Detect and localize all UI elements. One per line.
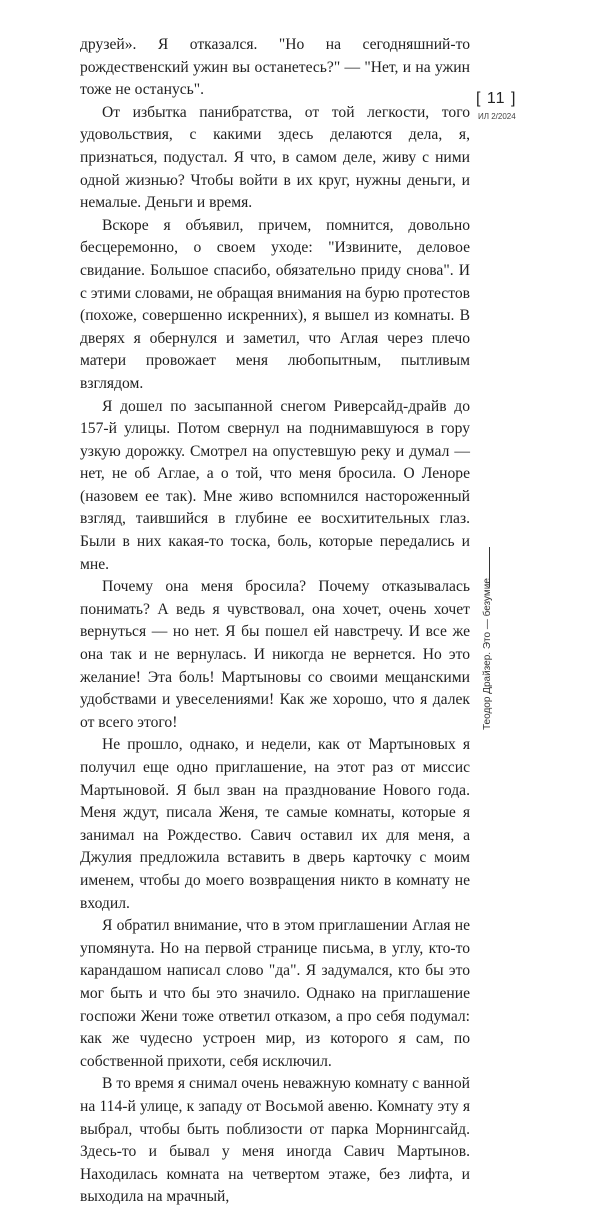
paragraph-4: Я дошел по засыпанной снегом Риверсайд-драйв до 157-й улицы. Потом свернул на поднимавшуюся в гору узкую дорожку. Смотрел на опустевшую реку и думал — нет, не об Аглае, а о той, что меня бросила. О Леноре (назовем ее так). Мне живо вспомнился настороженный взгляд, таившийся в глубине ее восхитительных глаз. Были в них какая-то тоска, боль, которые передались и мне.: [80, 397, 470, 573]
page-number: [ 11 ]: [476, 90, 517, 107]
paragraph-1: друзей». Я отказался. "Но на сегодняшний-то рождественский ужин вы останетесь?" — "Нет, и на ужин тоже не останусь".: [80, 36, 470, 99]
paragraph-7: Я обратил внимание, что в этом приглашении Аглая не упомянута. Но на первой странице письма, в углу, кто-то карандашом написал слово "да". Я задумался, кто бы это мог быть и что бы это значило. Однако на приглашение госпожи Жени тоже ответил отказом, а про себя подумал: как же чудесно устроен мир, из которого я сам, по собственной прихоти, себя исключил.: [80, 917, 470, 1070]
paragraph-6: Не прошло, однако, и недели, как от Мартыновых я получил еще одно приглашение, на этот раз от миссис Мартыновой. Я был зван на празднование Нового года. Меня ждут, писала Женя, те самые комнаты, которые я занимал на Рождество. Савич оставил их для меня, а Джулия предложила вставить в дверь карточку с моим именем, чтобы до моего возвращения никто в комнату не входил.: [80, 736, 470, 912]
issue-label: ИЛ 2/2024: [478, 112, 516, 121]
paragraph-3: Вскоре я объявил, причем, помнится, довольно бесцеремонно, о своем уходе: "Извините, деловое свидание. Большое спасибо, обязательно приду снова". И с этими словами, не обращая внимания на бурю протестов (похоже, совершенно искренних), я вышел из комнаты. В дверях я обернулся и заметил, что Аглая через плечо матери провожает меня любопытным, пытливым взглядом.: [80, 216, 470, 392]
paragraph-5: Почему она меня бросила? Почему отказывалась понимать? А ведь я чувствовал, она хочет, очень хочет вернуться — но нет. Я бы пошел ей навстречу. И все же она так и не вернулась. И никогда не вернется. Но это желание! Эта боль! Мартыновы со своими мещанскими удобствами и увеселениями! Как же хорошо, что я далек от всего этого!: [80, 578, 470, 731]
paragraph-2: От избытка панибратства, от той легкости, того удовольствия, с какими здесь делаются дела, я, признаться, подустал. Я что, в самом деле, живу с ними одной жизнью? Чтобы войти в их круг, нужны деньги, и немалые. Деньги и время.: [80, 103, 470, 212]
running-head: Теодор Драйзер. Это — безумие: [482, 578, 493, 730]
body-text: [80, 34, 470, 1209]
paragraph-8: В то время я снимал очень неважную комнату с ванной на 114-й улице, к западу от Восьмой авеню. Комнату эту я выбрал, чтобы быть поблизости от парка Морнингсайд. Здесь-то и бывал у меня иногда Савич Мартынов. Находилась комната на четвертом этаже, без лифта, и выходила на мрачный,: [80, 1075, 470, 1206]
